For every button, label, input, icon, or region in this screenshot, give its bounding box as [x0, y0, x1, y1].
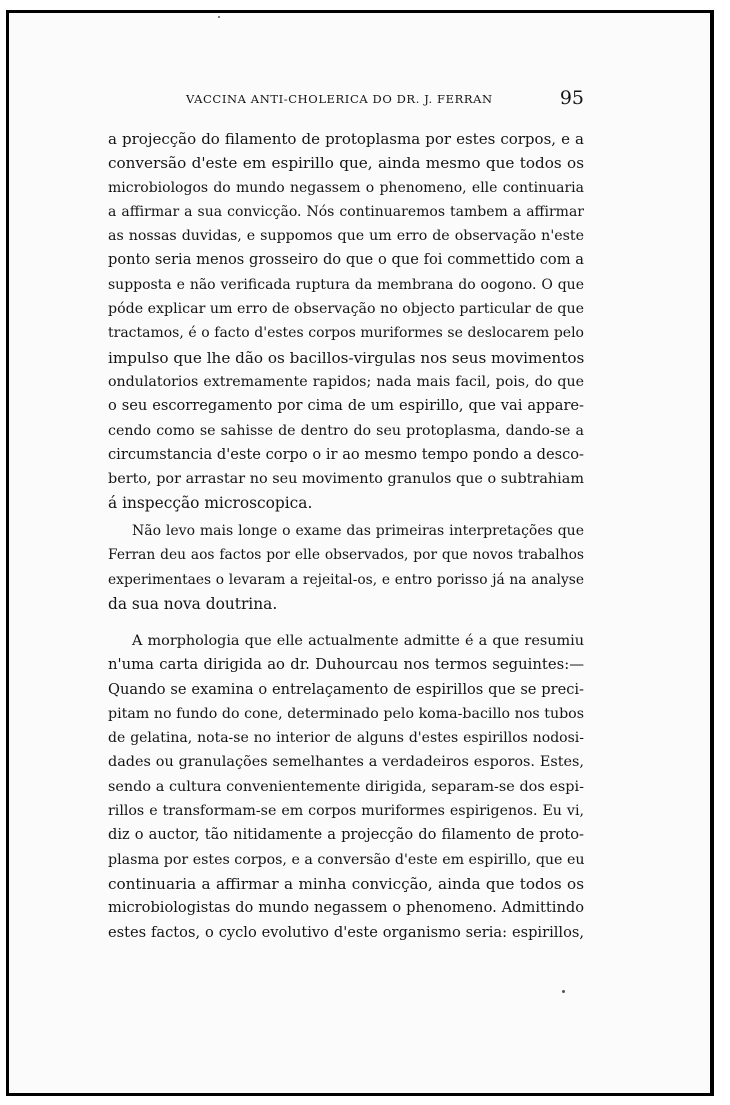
text-line: a projecção do filamento de protoplasma por estes corpos, e a	[108, 130, 584, 148]
running-title: VACCINA ANTI-CHOLERICA DO DR. J. FERRAN	[186, 92, 493, 106]
text-line: póde explicar um erro de observação no objecto particular de que	[108, 301, 584, 318]
text-line: diz o auctor, tão nitidamente a projecção do filamento de proto-	[108, 826, 584, 844]
ink-speck	[562, 990, 565, 993]
text-line: á inspecção microscopica.	[108, 494, 313, 513]
paragraph-3	[108, 629, 584, 945]
paragraph-1	[108, 127, 584, 516]
text-line: a affirmar a sua convicção. Nós continuaremos tambem a affirmar	[108, 203, 584, 220]
text-line: Ferran deu aos factos por elle observados, por que novos trabalhos	[108, 547, 584, 564]
text-line: A morphologia que elle actualmente admitte é a que resumiu	[132, 633, 584, 649]
text-line: berto, por arrastar no seu movimento granulos que o subtrahiam	[108, 471, 584, 488]
text-line: microbiologos do mundo negassem o phenomeno, elle continuaria	[108, 179, 584, 196]
text-line: Não levo mais longe o exame das primeiras interpretações que	[132, 523, 584, 539]
ink-speck	[218, 16, 220, 18]
text-line: circumstancia d'este corpo o ir ao mesmo tempo pondo a desco-	[108, 445, 584, 463]
text-line: ondulatorios extremamente rapidos; nada mais facil, pois, do que	[108, 373, 584, 390]
text-line: experimentaes o levaram a rejeital-os, e entro porisso já na analyse	[108, 571, 584, 588]
page-number: 95	[559, 87, 584, 109]
text-line: Quando se examina o entrelaçamento de espirillos que se preci-	[108, 680, 584, 698]
text-line: as nossas duvidas, e suppomos que um erro de observação n'este	[108, 228, 584, 245]
text-line: plasma por estes corpos, e a conversão d'este em espirillo, que eu	[108, 851, 584, 868]
text-line: cendo como se sahisse de dentro do seu protoplasma, dando-se a	[108, 422, 584, 439]
text-line: impulso que lhe dão os bacillos-virgulas nos seus movimentos	[108, 348, 584, 367]
text-line: sendo a cultura convenientemente dirigida, separam-se dos espi-	[108, 778, 584, 795]
text-line: pitam no fundo do cone, determinado pelo koma-bacillo nos tubos	[108, 705, 584, 722]
text-line: estes factos, o cyclo evolutivo d'este organismo seria: espirillos,	[108, 923, 584, 941]
text-line: continuaria a affirmar a minha convicção, ainda que todos os	[108, 874, 584, 893]
paragraph-2	[108, 519, 584, 616]
text-line: microbiologistas do mundo negassem o phenomeno. Admittindo	[108, 899, 584, 917]
text-line: da sua nova doutrina.	[108, 594, 278, 613]
text-line: n'uma carta dirigida ao dr. Duhourcau nos termos seguintes:—	[108, 656, 584, 674]
text-line: o seu escorregamento por cima de um espirillo, que vai appare-	[108, 397, 584, 415]
page-header	[108, 87, 584, 110]
text-line: conversão d'este em espirillo que, ainda mesmo que todos os	[108, 154, 584, 173]
text-line: tractamos, é o facto d'estes corpos muriformes se deslocarem pelo	[108, 325, 584, 342]
text-line: rillos e transformam-se em corpos muriformes espirigenos. Eu vi,	[108, 803, 584, 820]
text-line: supposta e não verificada ruptura da membrana do oogono. O que	[108, 276, 584, 293]
text-line: dades ou granulações semelhantes a verdadeiros esporos. Estes,	[108, 754, 584, 771]
text-line: ponto seria menos grosseiro do que o que foi commettido com a	[108, 251, 584, 269]
text-line: de gelatina, nota-se no interior de alguns d'estes espirillos nodosi-	[108, 730, 584, 747]
